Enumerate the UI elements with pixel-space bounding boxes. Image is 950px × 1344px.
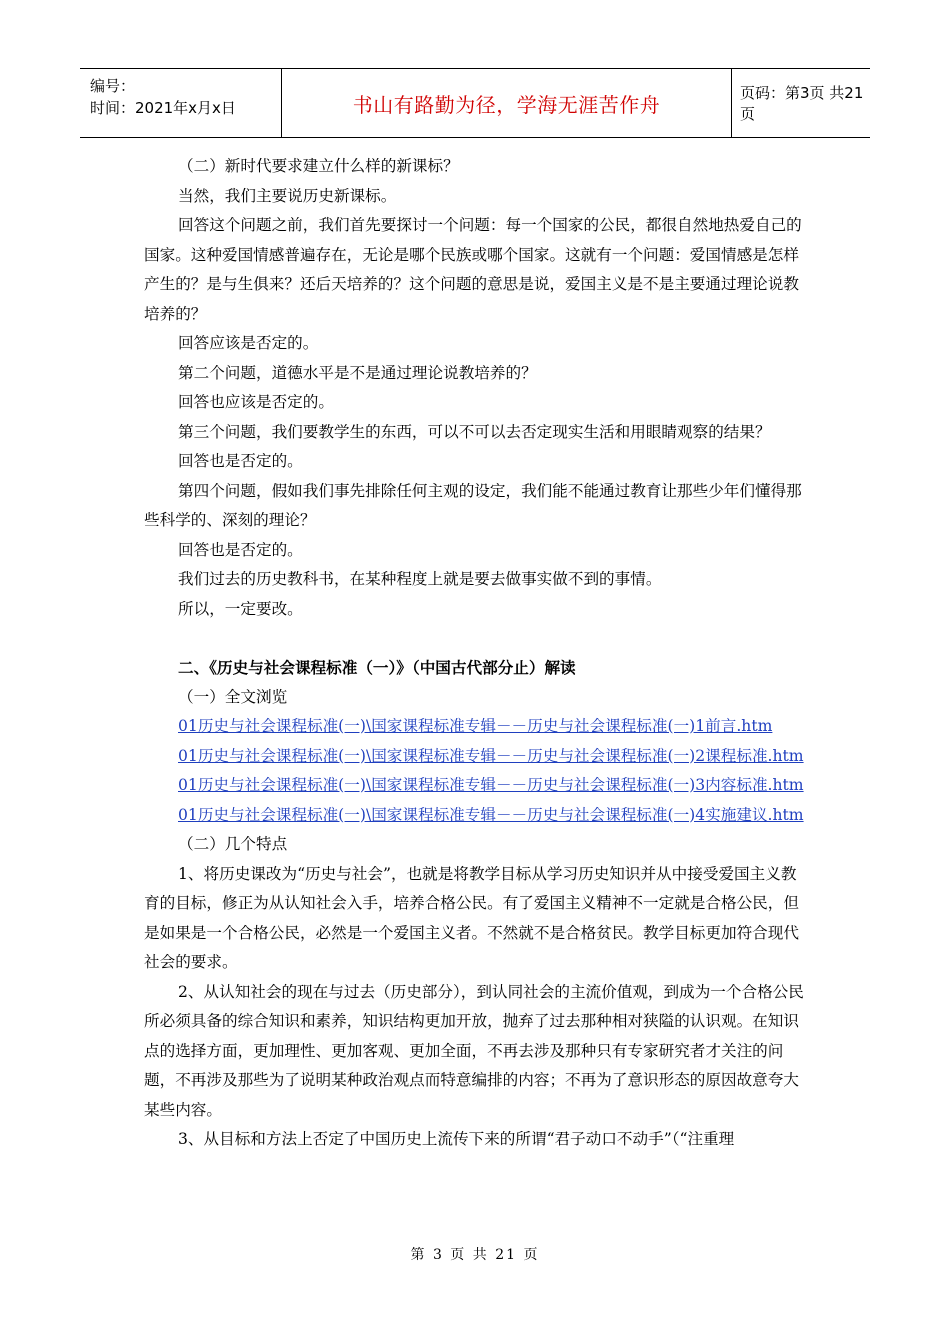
doc-link-content-standard[interactable]: 01历史与社会课程标准(一)\国家课程标准专辑－－历史与社会课程标准(一)3内容标准.htm bbox=[178, 776, 804, 794]
page-footer: 第 3 页 共 21 页 bbox=[410, 1247, 540, 1263]
paragraph: 回答也是否定的。 bbox=[178, 540, 303, 559]
doc-link-curriculum-standard[interactable]: 01历史与社会课程标准(一)\国家课程标准专辑－－历史与社会课程标准(一)2课程标准.htm bbox=[178, 746, 804, 765]
document-body bbox=[144, 152, 812, 1155]
paragraph: 1、将历史课改为“历史与社会”，也就是将教学目标从学习历史知识并从中接受爱国主义教育的目标，修正为从认知社会入手，培养合格公民。有了爱国主义精神不一定就是合格公民，但是如果是一个合格公民，必然是一个爱国主义者。不然就不是合格贫民。教学目标更加符合现代社会的要求。 bbox=[144, 864, 799, 971]
paragraph: 第二个问题，道德水平是不是通过理论说教培养的？ bbox=[178, 363, 537, 382]
subsection-title: （一）全文浏览 bbox=[178, 687, 288, 706]
doc-link-implementation[interactable]: 01历史与社会课程标准(一)\国家课程标准专辑－－历史与社会课程标准(一)4实施建议.htm bbox=[178, 805, 804, 824]
paragraph: 2、从认知社会的现在与过去（历史部分），到认同社会的主流价值观，到成为一个合格公民所必须具备的综合知识和素养，知识结构更加开放，抛弃了过去那种相对狭隘的认识观。在知识点的选择方面，更加理性、更加客观、更加全面，不再去涉及那种只有专家研究者才关注的问题，不再涉及那些为了说明某种政治观点而特意编排的内容；不再为了意识形态的原因故意夸大某些内容。 bbox=[144, 982, 804, 1119]
paragraph: 回答这个问题之前，我们首先要探讨一个问题：每一个国家的公民，都很自然地热爱自己的国家。这种爱国情感普遍存在，无论是哪个民族或哪个国家。这就有一个问题：爱国情感是怎样产生的？是与生俱来？还后天培养的？这个问题的意思是说，爱国主义是不是主要通过理论说教培养的？ bbox=[144, 216, 802, 323]
paragraph: 所以，一定要改。 bbox=[178, 599, 303, 618]
paragraph: （二）新时代要求建立什么样的新课标？ bbox=[178, 157, 459, 175]
paragraph: 第四个问题，假如我们事先排除任何主观的设定，我们能不能通过教育让那些少年们懂得那些科学的、深刻的理论？ bbox=[144, 481, 802, 529]
paragraph: 我们过去的历史教科书，在某种程度上就是要去做事实做不到的事情。 bbox=[178, 570, 662, 588]
header-page-info: 页码：第3页 共21页 bbox=[740, 84, 864, 123]
section-heading: 二、《历史与社会课程标准（一）》（中国古代部分止）解读 bbox=[178, 658, 576, 677]
paragraph: 回答也应该是否定的。 bbox=[178, 393, 334, 411]
page-header bbox=[80, 68, 870, 138]
paragraph: 回答也是否定的。 bbox=[178, 452, 303, 470]
paragraph: 3、从目标和方法上否定了中国历史上流传下来的所谓“君子动口不动手”（“注重理 bbox=[178, 1130, 735, 1148]
time-label: 时间：2021年x月x日 bbox=[90, 99, 236, 117]
header-motto: 书山有路勤为径，学海无涯苦作舟 bbox=[281, 69, 732, 137]
paragraph: 回答应该是否定的。 bbox=[178, 334, 319, 352]
doc-link-preface[interactable]: 01历史与社会课程标准(一)\国家课程标准专辑－－历史与社会课程标准(一)1前言.htm bbox=[178, 717, 773, 735]
number-label: 编号： bbox=[90, 77, 136, 95]
paragraph: 当然，我们主要说历史新课标。 bbox=[178, 186, 397, 205]
subsection-title: （二）几个特点 bbox=[178, 835, 288, 853]
paragraph: 第三个问题，我们要教学生的东西，可以不可以去否定现实生活和用眼睛观察的结果？ bbox=[178, 422, 771, 441]
header-meta bbox=[80, 69, 281, 137]
